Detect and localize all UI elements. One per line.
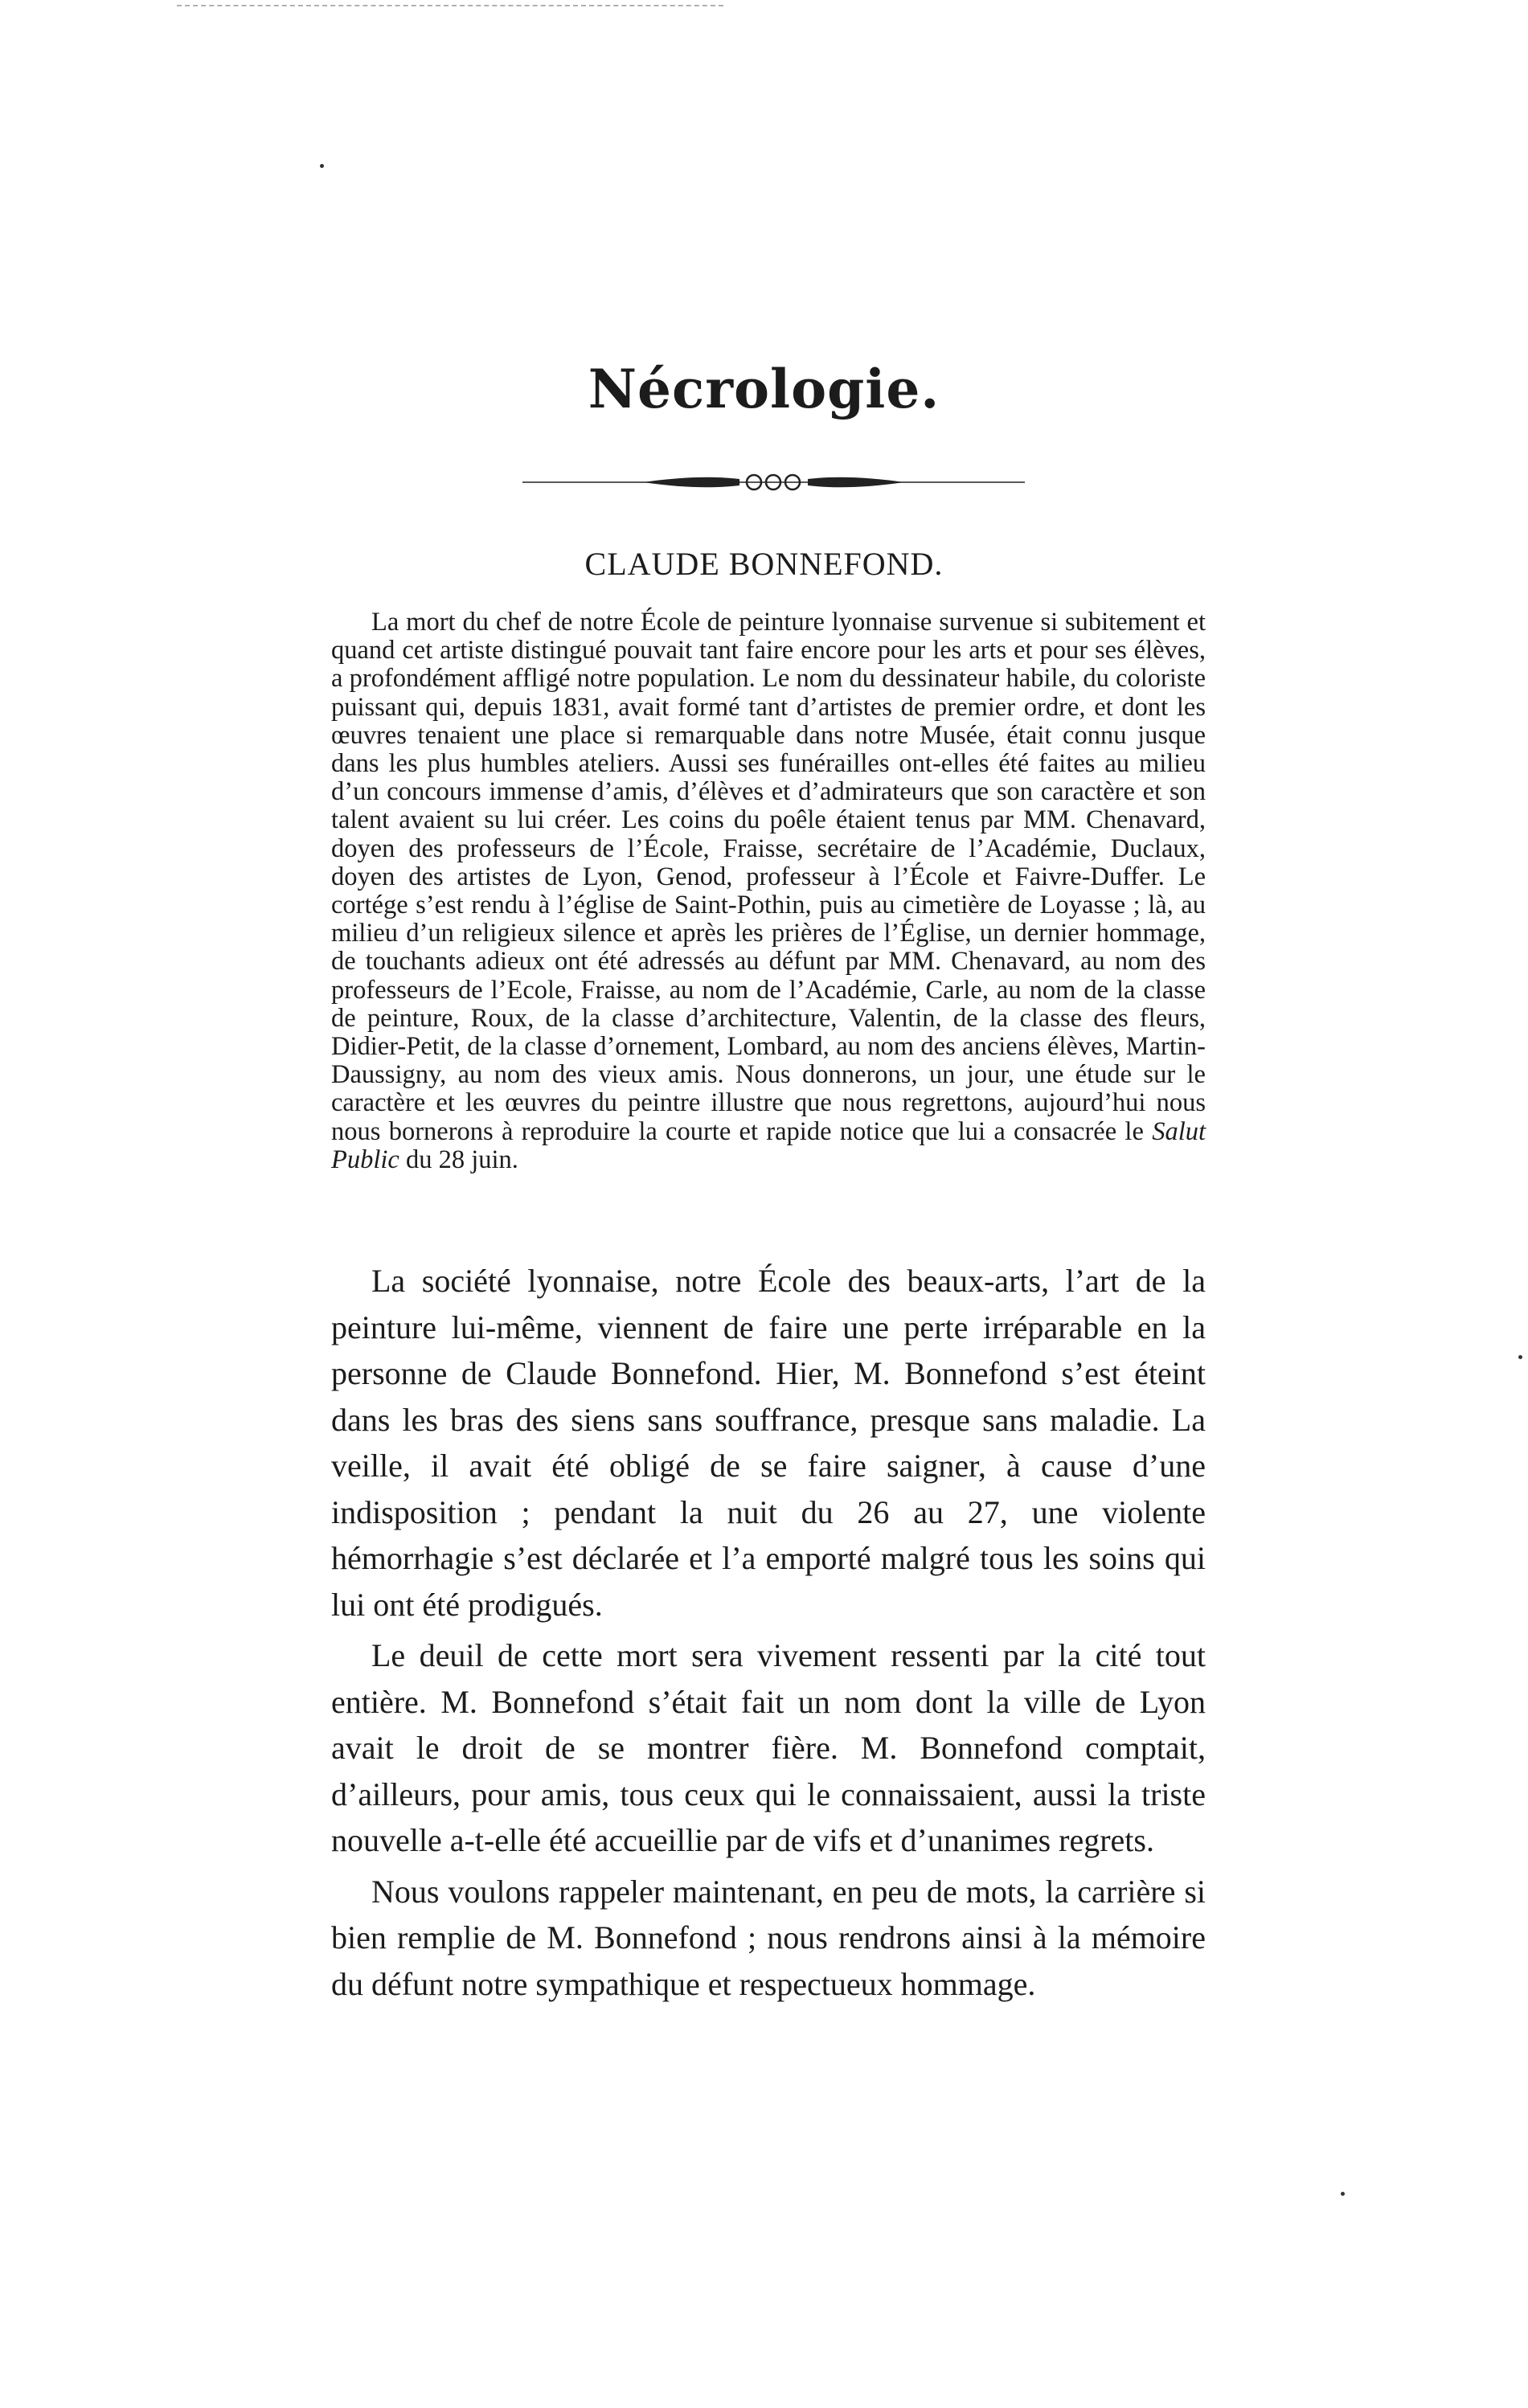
intro-italic-title: Salut Public [331,1116,1206,1174]
body-paragraph-2: Le deuil de cette mort sera vivement ressenti par la cité tout entière. M. Bonnefond s’était fait un nom dont la ville de Lyon avait le droit de se montrer fière. M. Bonnefond comptait, d’ailleurs, pour amis, tous ceux qui le connaissaient, aussi la triste nouvelle a-t-elle été accueillie par de vifs et d’unanimes regrets. [331,1637,1206,1858]
ornament-divider [522,466,1025,498]
paper-speck [1341,2192,1345,2196]
paper-speck [320,164,324,168]
paper-speck [1518,1355,1522,1359]
article-body [331,1258,1206,2012]
body-paragraph-3: Nous voulons rappeler maintenant, en peu de mots, la carrière si bien remplie de M. Bonnefond ; nous rendrons ainsi à la mémoire du défunt notre sympathique et respectueux hommage. [331,1873,1206,2002]
intro-paragraph [331,608,1206,1174]
section-subtitle: CLAUDE BONNEFOND. [584,546,944,582]
intro-text-end: du 28 juin. [399,1145,518,1174]
page-title: Nécrologie. [588,358,940,420]
body-paragraph-1: La société lyonnaise, notre École des beaux-arts, l’art de la peinture lui-même, viennent de faire une perte irréparable en la personne de Claude Bonnefond. Hier, M. Bonnefond s’est éteint dans les bras des siens sans souffrance, presque sans maladie. La veille, il avait été obligé de se faire saigner, à cause d’une indisposition ; pendant la nuit du 26 au 27, une violente hémorrhagie s’est déclarée et l’a emporté malgré tous les soins qui lui ont été prodigués. [331,1263,1206,1623]
intro-text: La mort du chef de notre École de peinture lyonnaise survenue si subitement et quand cet artiste distingué pouvait tant faire encore pour les arts et pour ses élèves, a profondément affligé notre population. Le nom du dessinateur habile, du coloriste puissant qui, depuis 1831, avait formé tant d’artistes de premier ordre, et dont les œuvres tenaient une place si remarquable dans notre Musée, était connu jusque dans les plus humbles ateliers. Aussi ses funérailles ont-elles été faites au milieu d’un concours immense d’amis, d’élèves et d’admirateurs que son caractère et son talent avaient su lui créer. Les coins du poêle étaient tenus par MM. Chenavard, doyen des professeurs de l’École, Fraisse, secrétaire de l’Académie, Duclaux, doyen des artistes de Lyon, Genod, professeur à l’École et Faivre-Duffer. Le cortége s’est rendu à l’église de Saint-Pothin, puis au cimetière de Loyasse ; là, au milieu d’un religieux silence et après les prières de l’Église, un dernier hommage, de touchants adieux ont été adressés au défunt par MM. Chenavard, au nom des professeurs de l’Ecole, Fraisse, au nom de l’Académie, Carle, au nom de la classe de peinture, Roux, de la classe d’architecture, Valentin, de la classe des fleurs, Didier-Petit, de la classe d’ornement, Lombard, au nom des anciens élèves, Martin-Daussigny, au nom des vieux amis. Nous donnerons, un jour, une étude sur le caractère et les œuvres du peintre illustre que nous regrettons, aujourd’hui nous nous bornerons à reproduire la courte et rapide notice que lui a consacrée le [331,608,1206,1146]
top-edge-dashes [177,5,723,8]
